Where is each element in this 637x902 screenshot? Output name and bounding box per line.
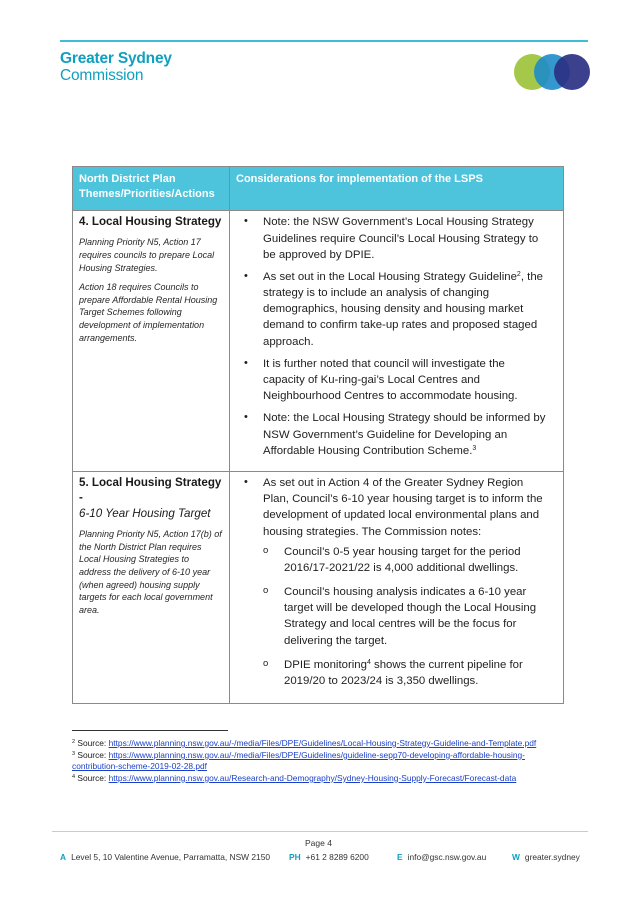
sub-list-item: o DPIE monitoring$^4$ shows the current pipeline for 2019/20 to 2023/24 is 3,350 dwellings. xyxy=(263,657,549,689)
list-item: • Note: the Local Housing Strategy should be informed by NSW Government’s Guideline for Developing an Affordable Housing Contribution Scheme.$^3$ xyxy=(244,410,549,459)
row-4-considerations-cell xyxy=(230,211,564,472)
footer-rule xyxy=(52,831,588,832)
footnote-4-link[interactable]: https://www.planning.nsw.gov.au/Research-and-Demography/Sydney-Housing-Supply-Forecast/Forecast-data xyxy=(108,772,517,783)
row-5-theme-cell xyxy=(73,471,230,703)
row-title: 5. Local Housing Strategy - xyxy=(79,475,222,505)
footnote-ref: 3 xyxy=(472,444,477,452)
footer-web[interactable]: W greater.sydney xyxy=(512,852,580,862)
footnote-3-link[interactable]: https://www.planning.nsw.gov.au/-/media/Files/DPE/Guidelines/guideline-sepp70-developing-affordable-housing-contribution-scheme-2019-02-28.pdf xyxy=(72,749,525,771)
list-item: • As set out in the Local Housing Strategy Guideline$^2$, the strategy is to include an analysis of changing demographics, housing density and housing market demand to confirm take-up rates and proposed staged approach. xyxy=(244,269,549,350)
footnote-2-link[interactable]: https://www.planning.nsw.gov.au/-/media/Files/DPE/Guidelines/Local-Housing-Strategy-Guideline-and-Template.pdf xyxy=(108,738,537,748)
logo-line1: Greater Sydney xyxy=(60,50,172,67)
table-row xyxy=(73,211,564,472)
plan-considerations-table xyxy=(72,166,564,704)
footnote-rule xyxy=(72,730,228,731)
logo-line2: Commission xyxy=(60,66,144,84)
page-number: Page 4 xyxy=(305,838,332,848)
sub-list-item: o Council’s 0-5 year housing target for the period 2016/17-2021/22 is 4,000 additional dwellings. xyxy=(263,544,549,576)
row-note: Action 18 requires Councils to prepare Affordable Rental Housing Target Schemes following development of implementation arrangements. xyxy=(79,282,218,343)
list-item: • It is further noted that council will investigate the capacity of Ku-ring-gai’s Local Centres and Neighbourhood Centres to accommodate housing. xyxy=(244,356,549,405)
header-considerations: Considerations for implementation of the LSPS xyxy=(230,167,564,211)
row-subtitle: 6-10 Year Housing Target xyxy=(79,507,211,521)
footnote-3: $^3$ Source: https://www.planning.nsw.gov.au/-/media/Files/DPE/Guidelines/guideline-sepp70-developing-affordable-housing-contribution-scheme-2019-02-28.pdf xyxy=(72,749,525,771)
gsc-logo-circles-icon xyxy=(514,53,590,91)
gsc-logo-text xyxy=(60,51,172,83)
header-themes: North District Plan Themes/Priorities/Actions xyxy=(73,167,230,211)
top-rule xyxy=(60,40,588,42)
logo-circle-navy xyxy=(554,54,590,90)
row-5-considerations-cell xyxy=(230,471,564,703)
list-item: • Note: the NSW Government’s Local Housing Strategy Guidelines require Council’s Local Housing Strategy to be approved by DPIE. xyxy=(244,214,549,263)
row-note: Planning Priority N5, Action 17(b) of the North District Plan requires Local Housing Strategies to address the delivery of 6-10 year (when agreed) housing supply targets for each local government area. xyxy=(79,529,222,615)
footer-address: A Level 5, 10 Valentine Avenue, Parramatta, NSW 2150 xyxy=(60,852,271,862)
footnote-ref: 2 xyxy=(516,270,521,278)
sub-list-item: o Council’s housing analysis indicates a 6-10 year target will be developed though the Local Housing Strategy and local centres will be the focus for delivering the target. xyxy=(263,584,549,649)
list-item: • As set out in Action 4 of the Greater Sydney Region Plan, Council’s 6-10 year housing target is to inform the development of updated local environmental plans and housing strategies. The Commission notes: o Council’s 0-5 year housing target for the period 2016/17-2021/22 is 4,000 additional dwellings. o Council’s housing analysis indicates a 6-10 year target will be developed though the Local Housing Strategy and local centres will be the focus for delivering the target. o DPIE monitoring$^4$ shows the current pipeline for 2019/20 to 2023/24 is 3,350 dwellings. xyxy=(244,475,549,689)
table-row xyxy=(73,471,564,703)
row-title: 4. Local Housing Strategy xyxy=(79,215,222,229)
footer-email[interactable]: E info@gsc.nsw.gov.au xyxy=(397,852,487,862)
footnote-ref: 4 xyxy=(366,658,371,666)
footnote-4: $^4$ Source: https://www.planning.nsw.gov.au/Research-and-Demography/Sydney-Housing-Supply-Forecast/Forecast-data xyxy=(72,772,517,783)
footnote-2: $^2$ Source: https://www.planning.nsw.gov.au/-/media/Files/DPE/Guidelines/Local-Housing-Strategy-Guideline-and-Template.pdf xyxy=(72,738,537,748)
row-note: Planning Priority N5, Action 17 requires councils to prepare Local Housing Strategies. xyxy=(79,237,215,273)
footnotes xyxy=(72,738,552,785)
footer-phone: PH +61 2 8289 6200 xyxy=(289,852,369,862)
table-header-row xyxy=(73,167,564,211)
row-4-theme-cell xyxy=(73,211,230,472)
